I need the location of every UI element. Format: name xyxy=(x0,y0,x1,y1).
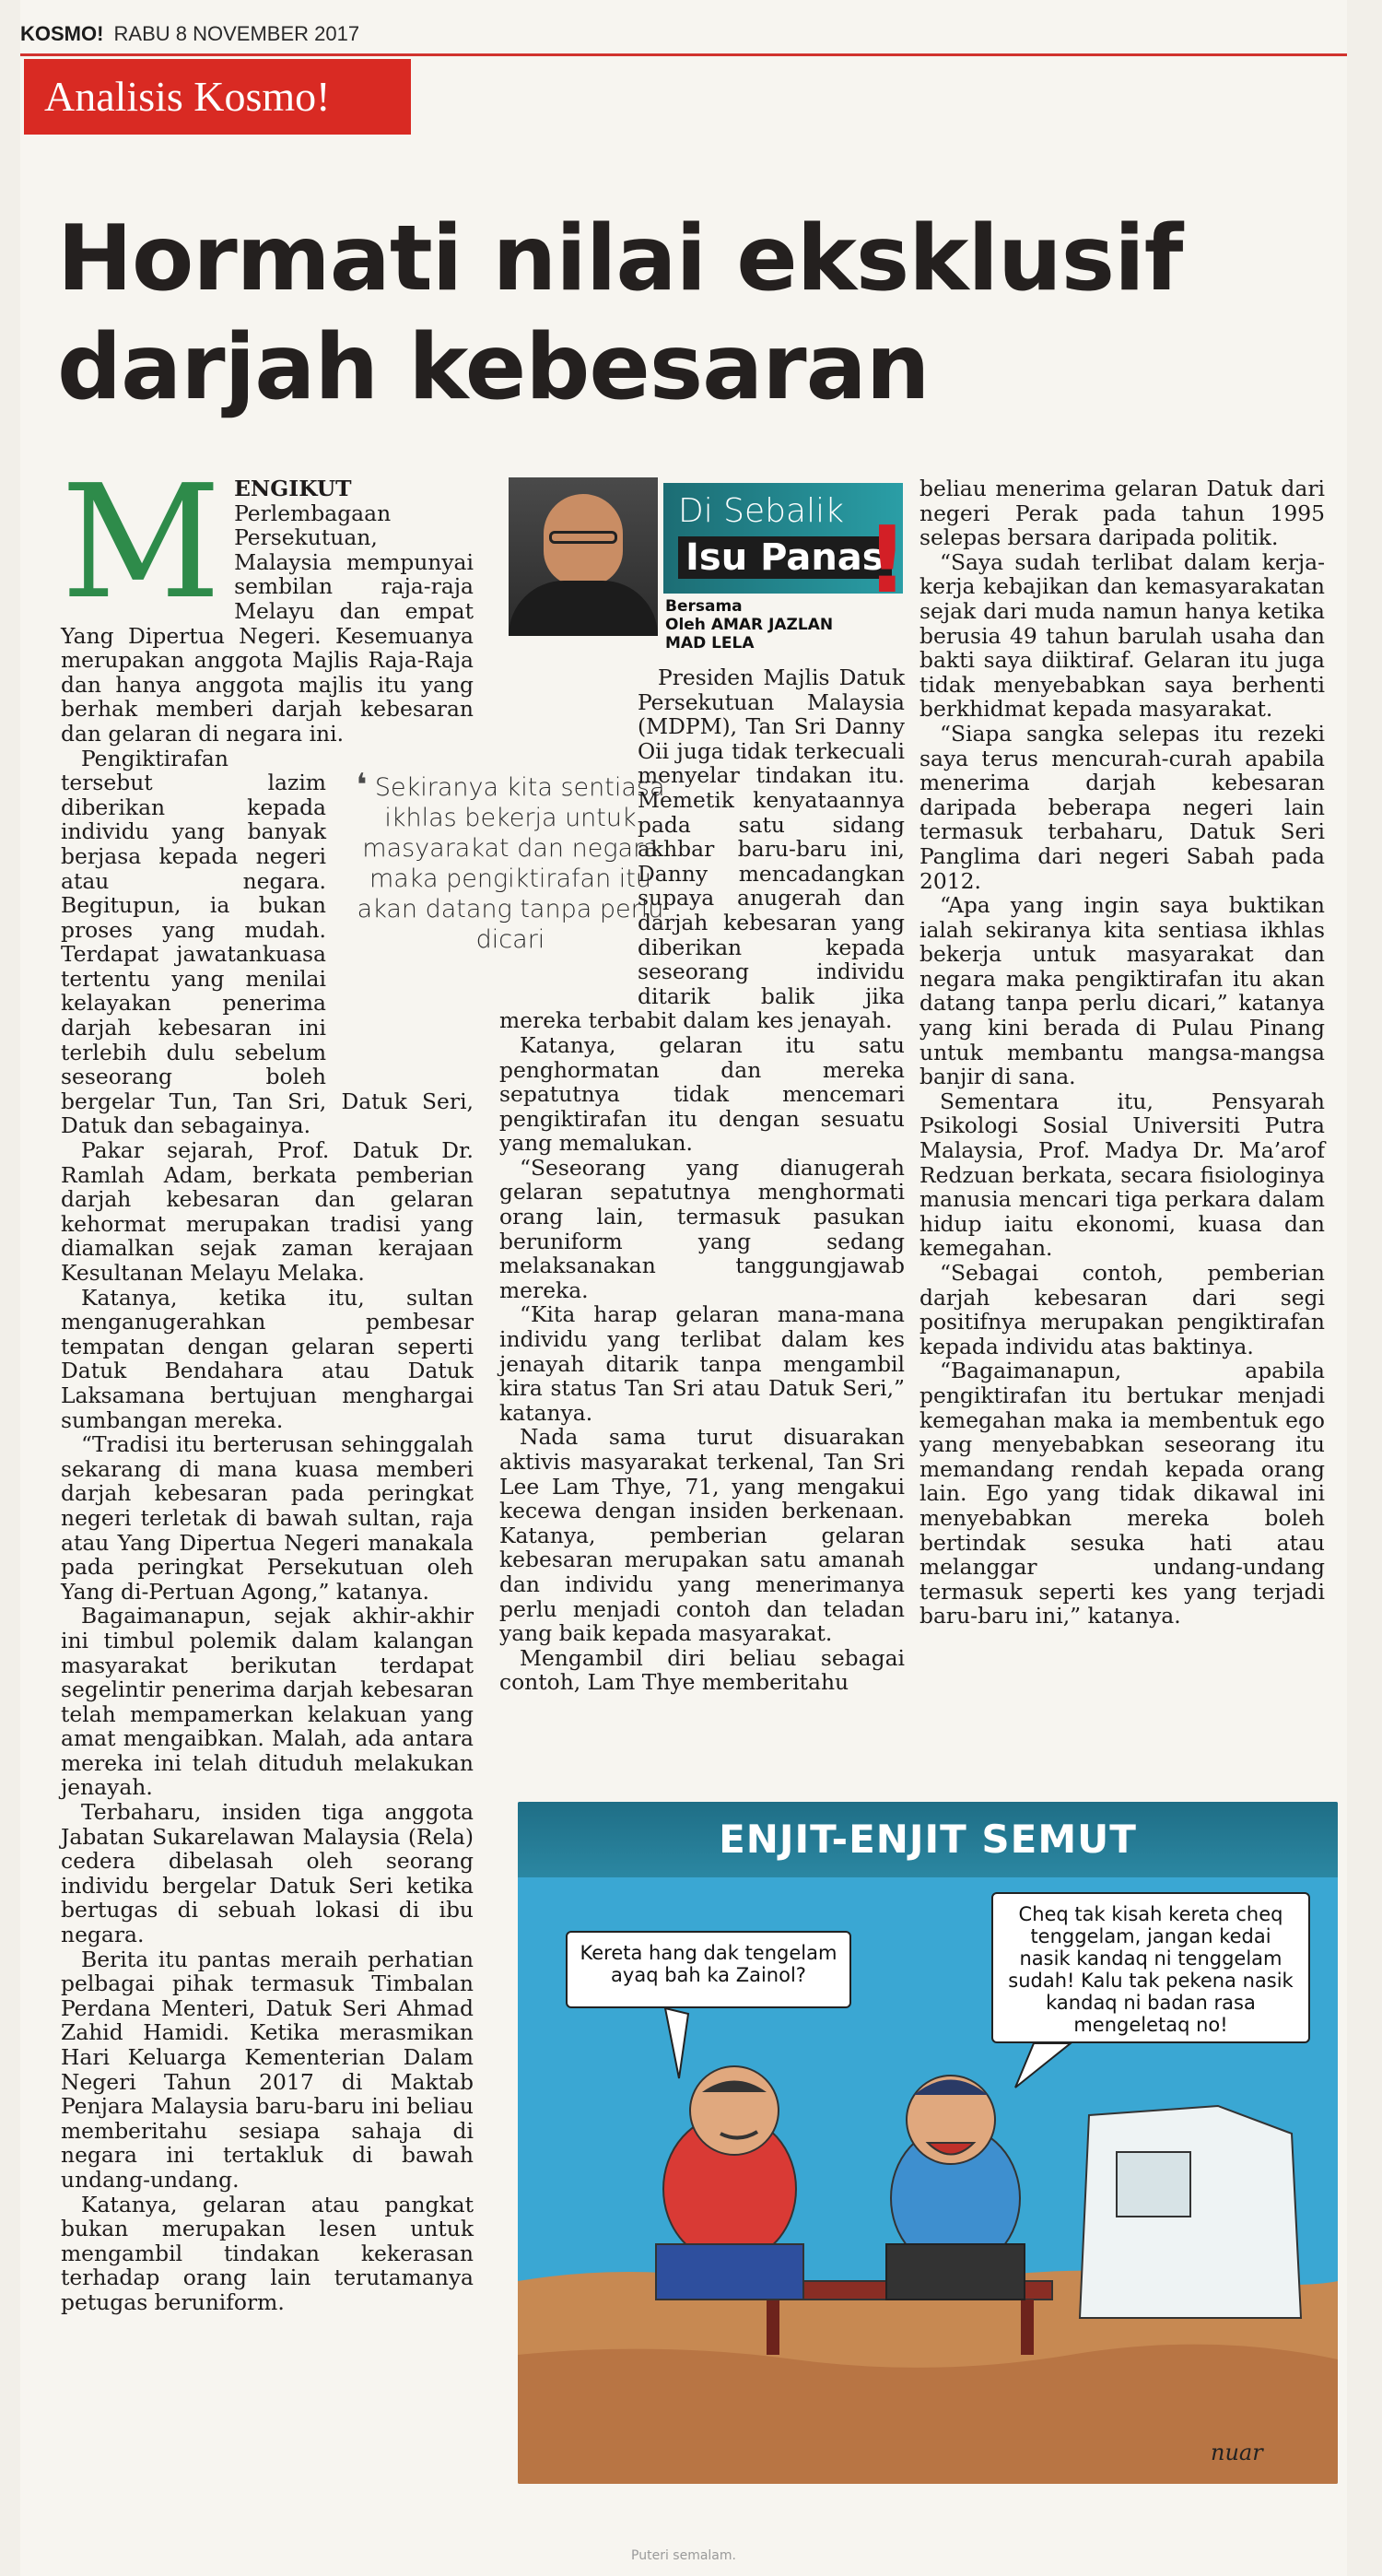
exclamation-icon: ! xyxy=(866,506,908,614)
headline xyxy=(57,205,1292,422)
newspaper-page xyxy=(20,0,1347,2576)
paragraph: Terbaharu, insiden tiga anggota Jabatan Sukarelawan Malaysia (Rela) cedera dibelasah oleh seorang individu bergelar Datuk Seri ketika bertugas di sebuah lokasi di ibu negara. xyxy=(61,1799,474,1948)
paragraph: “Bagaimanapun, apabila pengiktirafan itu bertukar menjadi kemegahan maka ia membentuk ego yang menyebabkan seseorang itu memandang rendah kepada orang lain. Ego yang tidak dikawal ini menyebabkan mereka boleh bertindak sesuka hati atau melanggar undang-undang termasuk seperti kes yang terjadi baru-baru ini,” katanya. xyxy=(919,1358,1325,1629)
paragraph: “Siapa sangka selepas itu rezeki saya terus mencurah-curah apabila menerima darjah kebesaran daripada beberapa negeri lain termasuk terbaharu, Datuk Seri Panglima dari negeri Sabah pada 2012. xyxy=(919,720,1325,894)
paragraph: Mengambil diri beliau sebagai contoh, Lam Thye memberitahu xyxy=(499,1644,905,1696)
column-badge xyxy=(509,477,908,653)
byline xyxy=(665,597,905,653)
paragraph: Katanya, gelaran atau pangkat bukan merupakan lesen untuk mengambil tindakan kekerasan terhadap orang lain terutamanya petugas beruniform. xyxy=(61,2191,474,2315)
issue-date: RABU 8 NOVEMBER 2017 xyxy=(113,22,360,45)
column-name-line-2: Isu Panas xyxy=(678,536,892,579)
paragraph: Pengiktirafan tersebut lazim diberikan kepada individu yang banyak berjasa kepada negeri atau negara. Begitupun, ia bukan proses yang mudah. Terdapat jawatankuasa tertentu yang menilai kelayakan penerima darjah kebesaran ini terlebih dulu sebelum seseorang boleh bergelar Tun, Tan Sri, Datuk Seri, Datuk dan sebagainya. xyxy=(61,745,474,1139)
quote-mark-icon: ❛ xyxy=(356,767,368,804)
columnist-photo xyxy=(509,477,658,636)
headline-line-1: Hormati nilai eksklusif xyxy=(57,206,1183,312)
paragraph: “Tradisi itu berterusan sehinggalah sekarang di mana kuasa memberi darjah kebesaran pada peringkat negeri terletak di bawah sultan, raja atau Yang Dipertua Negeri manakala pada peringkat Persekutuan oleh Yang di-Pertuan Agong,” katanya. xyxy=(61,1431,474,1605)
speech-bubble-right: Cheq tak kisah kereta cheq tenggelam, jangan kedai nasik kandaq ni tenggelam sudah! Kalu tak pekena nasik kandaq ni badan rasa mengeletaq no! xyxy=(991,1892,1310,2043)
headline-line-2: darjah kebesaran xyxy=(57,315,930,420)
cartoonist-signature: nuar xyxy=(1211,2440,1263,2465)
masthead-rule xyxy=(20,53,1347,56)
lead-caps: ENGIKUT xyxy=(234,476,352,501)
speech-bubble-left: Kereta hang dak tengelam ayaq bah ka Zainol? xyxy=(566,1931,851,2008)
paragraph: Pakar sejarah, Prof. Datuk Dr. Ramlah Adam, berkata pemberian darjah kebesaran dan gelaran kehormat merupakan tradisi yang diamalkan sejak zaman kerajaan Kesultanan Melayu Melaka. xyxy=(61,1137,474,1286)
paragraph: Perlembagaan Persekutuan, Malaysia mempunyai sembilan raja-raja Melayu dan empat Yang Dipertua Negeri. Kesemuanya merupakan anggota Majlis Raja-Raja dan hanya anggota majlis itu yang berhak memberi darjah kebesaran dan gelaran di negara ini. xyxy=(61,500,474,747)
byline-line-3: MAD LELA xyxy=(665,634,755,653)
paragraph: Berita itu pantas meraih perhatian pelbagai pihak termasuk Timbalan Perdana Menteri, Datuk Seri Ahmad Zahid Hamidi. Ketika merasmikan Hari Keluarga Kementerian Dalam Negeri Tahun 2017 di Maktab Penjara Malaysia baru-baru ini beliau memberitahu sesiapa sahaja di negara ini tertakluk di bawah undang-undang. xyxy=(61,1946,474,2193)
footer-note: Puteri semalam. xyxy=(631,2548,736,2563)
paragraph: “Kita harap gelaran mana-mana individu yang terlibat dalam kes jenayah ditarik tanpa mengambil kira status Tan Sri atau Datuk Seri,” katanya. xyxy=(499,1301,905,1426)
brand-name: KOSMO! xyxy=(20,22,104,45)
article-column-3 xyxy=(919,476,1325,1629)
paragraph: “Saya sudah terlibat dalam kerja-kerja kebajikan dan kemasyarakatan sejak dari muda namun hanya ketika berusia 49 tahun barulah usaha dan bakti saya diiktiraf. Gelaran itu juga tidak menyebabkan saya berhenti berkhidmat kepada masyarakat. xyxy=(919,548,1325,723)
paragraph: Bagaimanapun, sejak akhir-akhir ini timbul polemik dalam kalangan masyarakat berikutan terdapat segelintir penerima darjah kebesaran telah mempamerkan kelakuan yang amat mengaibkan. Malah, ada antara mereka ini telah dituduh melakukan jenayah. xyxy=(61,1603,474,1801)
pull-quote-text: Sekiranya kita sentiasa ikhlas bekerja untuk masyarakat dan negara maka pengiktirafan itu akan datang tanpa perlu dicari xyxy=(357,773,665,954)
paragraph: “Apa yang ingin saya buktikan ialah sekiranya kita sentiasa ikhlas bekerja untuk masyarakat dan negara maka pengiktirafan itu akan datang tanpa perlu dicari,” katanya yang kini berada di Pulau Pinang untuk membantu mangsa-mangsa banjir di sana. xyxy=(919,892,1325,1090)
paragraph: Nada sama turut disuarakan aktivis masyarakat terkenal, Tan Sri Lee Lam Thye, 71, yang mengakui kecewa dengan insiden berkenaan. Katanya, pemberian gelaran kebesaran merupakan satu amanah dan individu yang menerimanya perlu menjadi contoh dan teladan yang baik kepada masyarakat. xyxy=(499,1424,905,1647)
paragraph: beliau menerima gelaran Datuk dari negeri Perak pada tahun 1995 selepas bersara daripada politik. xyxy=(919,476,1325,551)
column-name-line-1: Di Sebalik xyxy=(678,492,844,530)
byline-line-1: Bersama xyxy=(665,597,743,616)
paragraph: Presiden Majlis Datuk Persekutuan Malaysia (MDPM), Tan Sri Danny Oii juga tidak terkecuali menyelar tindakan itu. Memetik kenyataannya pada satu sidang akhbar baru-baru ini, Danny mencadangkan supaya anugerah dan darjah kebesaran yang diberikan kepada seseorang individu ditarik balik jika mereka terbabit dalam kes jenayah. xyxy=(499,665,905,1034)
byline-line-2: Oleh AMAR JAZLAN xyxy=(665,616,834,634)
paragraph: Katanya, gelaran itu satu penghormatan dan mereka sepatutnya tidak mencemari pengiktirafan itu dengan sesuatu yang memalukan. xyxy=(499,1031,905,1157)
paragraph: Katanya, ketika itu, sultan menganugerahkan pembesar tempatan dengan gelaran seperti Datuk Bendahara atau Datuk Laksamana bertujuan menghargai sumbangan mereka. xyxy=(61,1284,474,1433)
cartoon-title: ENJIT-ENJIT SEMUT xyxy=(719,1817,1137,1862)
editorial-cartoon xyxy=(518,1802,1338,2484)
paragraph: Sementara itu, Pensyarah Psikologi Sosial Universiti Putra Malaysia, Prof. Madya Dr. Ma’arof Redzuan berkata, secara fisiologinya manusia mencari tiga perkara dalam hidup iaitu ekonomi, kuasa dan kemegahan. xyxy=(919,1088,1325,1262)
article-column-1 xyxy=(61,452,474,2315)
masthead xyxy=(20,22,1347,53)
section-label: Analisis Kosmo! xyxy=(24,59,411,135)
pull-quote xyxy=(345,767,676,955)
paragraph: “Sebagai contoh, pemberian darjah kebesaran dari segi positifnya merupakan pengiktirafan kepada individu atas baktinya. xyxy=(919,1260,1325,1359)
lead-paragraph xyxy=(61,452,474,747)
drop-cap: M xyxy=(61,452,222,634)
paragraph: “Seseorang yang dianugerah gelaran sepatutnya menghormati orang lain, termasuk pasukan beruniform yang sedang melaksanakan tanggungjawab mereka. xyxy=(499,1154,905,1303)
